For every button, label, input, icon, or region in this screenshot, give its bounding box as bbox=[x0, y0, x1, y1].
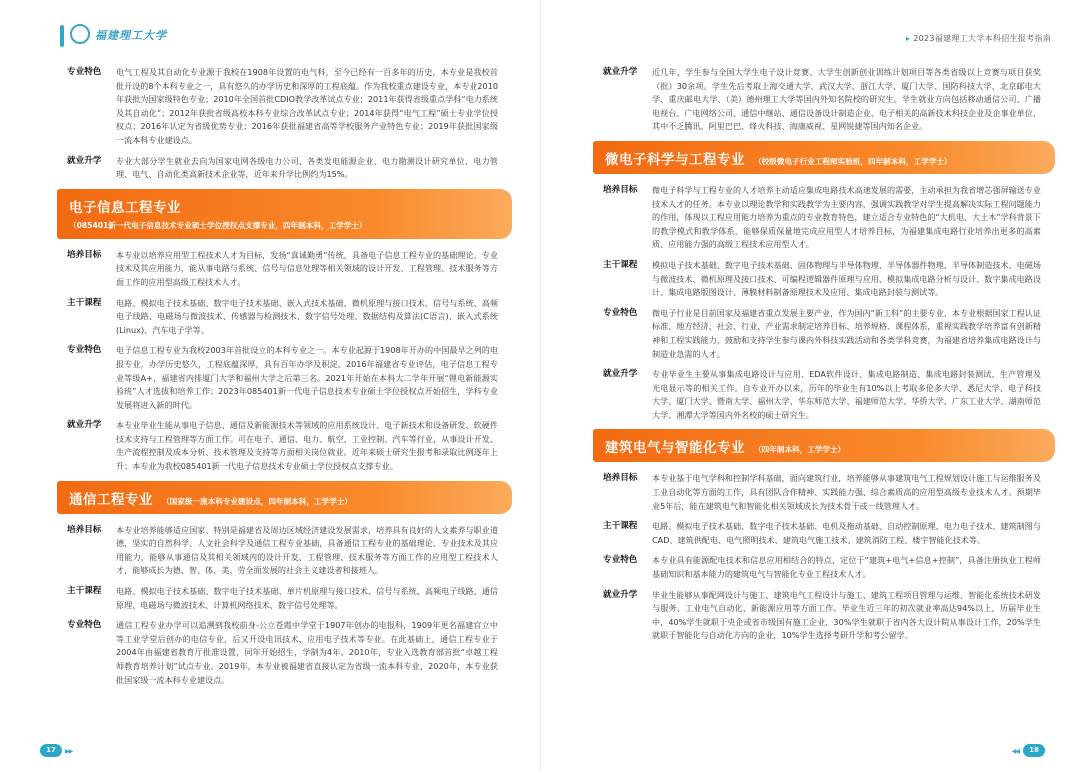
university-seal-icon bbox=[70, 24, 90, 44]
section-title: 建筑电气与智能化专业 bbox=[605, 440, 745, 457]
page-number-left: 17 bbox=[40, 744, 62, 757]
left-content bbox=[67, 66, 498, 694]
info-row bbox=[67, 585, 498, 612]
info-row bbox=[603, 259, 1041, 300]
info-row bbox=[67, 297, 498, 338]
info-row bbox=[67, 155, 498, 182]
row-text: 微电子行业是目前国家及福建省重点发展主要产业，作为国内“新工科”的主要专业，本专业根据国家工程认证标准、地方经济、社会、行业、产业需求制定培养目标、培养规格、课程体系，重视实践教学培养富有创新精神和工程实践能力，鼓励和支持学生参与课内外科技实践活动和各类学科竞赛，为福建省培养集成电路设计与制造业急需的人才。 bbox=[652, 307, 1041, 359]
section-title: 通信工程专业 bbox=[69, 491, 153, 508]
row-text: 本专业基于电气学科和控制学科基础，面向建筑行业，培养能够从事建筑电气工程规划设计施工与运维服务及工业自动化等方面的工作，具有团队合作精神、实践能力强、综合素质高的应用型高级专业技术人才。预期毕业5年后，能在建筑电气和智能化相关领域成长为技术骨干或一线管理人才。 bbox=[652, 473, 1041, 511]
row-label: 专业特色 bbox=[67, 620, 102, 631]
logo-accent-bar bbox=[60, 25, 64, 47]
section-banner-electronic-info bbox=[57, 189, 512, 239]
row-label: 主干课程 bbox=[603, 259, 638, 270]
row-text: 近几年，学生参与全国大学生电子设计竞赛、大学生创新创业训练计划项目等各类省级以上竞赛与项目获奖（批）30余项。学生先后考取上海交通大学、武汉大学、浙江大学、厦门大学、国防科技大学、北京邮电大学、重庆邮电大学、（美）德州理工大学等国内外知名院校的研究生。学生就业方向包括移动通信公司、广播电视台、广电网络公司、通信中继站、通信设备设计制造企业、电子相关的高新技术科技企业及企事业单位，其中不乏腾讯、阿里巴巴、烽火科技、海康威视、星网锐捷等国内知名企业。 bbox=[652, 67, 1041, 132]
row-text: 本专业毕业生能从事电子信息、通信及新能源技术等领域的应用系统设计、电子新技术和设备研发、软硬件技术支持与工程管理等方面工作。可在电子、通信、电力、航空、工业控制、汽车等行业，从事设计开发、生产流程控制及成本分析、技术管理及支持等方面相关岗位就业。近年来硕士研究生报考和录取比例逐年上升；本专业为我校085401新一代电子信息技术专业硕士学位授权点支撑专业。 bbox=[116, 420, 498, 472]
section-banner-microelectronics bbox=[593, 141, 1055, 174]
row-text: 电路、模拟电子技术基础、数字电子技术基础、电机及拖动基础、自动控制原理、电力电子技术、建筑制图与CAD、建筑供配电、电气照明技术、建筑电气施工技术、建筑消防工程、楼宇智能化技术等。 bbox=[652, 521, 1041, 545]
section-subtitle: （四年制本科，工学学士） bbox=[754, 445, 846, 455]
section-title: 微电子科学与工程专业 bbox=[605, 151, 745, 168]
section-title: 电子信息工程专业 bbox=[69, 199, 181, 216]
university-logo-text: 福建理工大学 bbox=[95, 29, 167, 42]
row-text: 电气工程及其自动化专业源于我校在1908年设置的电气科，至今已经有一百多年的历史，本专业是我校首批开设的8个本科专业之一，具有悠久的办学历史和深厚的工程底蕴。作为我校重点建设专业，本专业2010年获批为国家级特色专业；2010年全国首批CDIO教学改革试点专业；2011年获得省级重点学科“电力系统及其自动化”；2012年获批省级高校本科专业综合改革试点专业；2014年获得“电气工程”硕士专业学位授权点；2016年认定为省级优势专业；2016年获批福建省高等学校服务产业特色专业；2019年获批国家级一流本科专业建设点。 bbox=[116, 67, 498, 145]
info-row bbox=[603, 307, 1041, 361]
row-label: 主干课程 bbox=[67, 297, 102, 308]
info-row bbox=[67, 344, 498, 412]
arrows-decoration-icon: ◀◀ bbox=[1011, 748, 1019, 755]
row-label: 就业升学 bbox=[67, 155, 102, 166]
info-row bbox=[67, 619, 498, 687]
row-text: 通信工程专业办学可以追溯到我校前身-公立苍霞中学堂于1907年创办的电报科，1909年更名福建官立中等工业学堂后创办的电信专业，后又开设电讯技术、应用电子技术等专业。在此基础上，通信工程专业于2004年由福建省教育厅批准设置，同年开始招生，学制为4年。2010年，专业入选教育部首批“卓越工程师教育培养计划”试点专业。2019年，本专业被福建省直接认定为省级一流本科专业，2020年，本专业获批国家级一流本科专业建设点。 bbox=[116, 620, 498, 685]
section-subtitle: （085401新一代电子信息技术专业硕士学位授权点支撑专业，四年制本科，工学学士） bbox=[69, 220, 367, 230]
row-text: 电路、模拟电子技术基础、数字电子技术基础、单片机原理与接口技术、信号与系统、高频电子线路、通信原理、电磁场与微波技术、计算机网络技术、数字信号处理等。 bbox=[116, 586, 498, 610]
row-text: 模拟电子技术基础、数字电子技术基础、固体物理与半导体物理、半导体器件物理、半导体制造技术、电磁场与微波技术、微机原理及接口技术、可编程逻辑器件原理与应用、模拟集成电路分析与设计、数字集成电路设计、集成电路版图设计、薄膜材料制备原理技术及应用、集成电路封装与测试等。 bbox=[652, 259, 1041, 298]
section-banner-communication bbox=[57, 481, 512, 514]
info-row bbox=[67, 524, 498, 578]
info-row bbox=[67, 249, 498, 290]
info-row bbox=[67, 66, 498, 148]
info-row bbox=[603, 520, 1041, 547]
row-label: 就业升学 bbox=[67, 420, 102, 431]
row-label: 培养目标 bbox=[603, 184, 638, 195]
info-row bbox=[603, 368, 1041, 422]
section-banner-building-electrical bbox=[593, 429, 1055, 462]
page-number-right: 18 bbox=[1023, 744, 1045, 757]
section-subtitle: （国家级一流本科专业建设点，四年制本科，工学学士） bbox=[162, 496, 352, 506]
info-row bbox=[603, 554, 1041, 581]
row-label: 培养目标 bbox=[603, 473, 638, 484]
row-text: 电子信息工程专业为我校2003年首批设立的本科专业之一。本专业起源于1908年开办的中国最早之列的电报专业，办学历史悠久，工程底蕴深厚，具有百年办学及积淀。2016年福建省专业评估，电子信息工程专业等级A+，福建省内排厦门大学和福州大学之后第三名。2021年开始在本科大二学年开展“锂电新能源实验班”人才选拔和培养工作；2023年085401新一代电子信息技术专业硕士学位授权点开始招生，学科专业发展将进入新的时代。 bbox=[116, 345, 498, 410]
row-text: 毕业生能够从事配网设计与施工、建筑电气工程设计与施工、建筑工程项目管理与运维、智能化系统技术研发与服务、工业电气自动化、新能源应用等方面工作。毕业生近三年的初次就业率高达94%以上，历届毕业生中，40%学生就职于央企或省市级国有施工企业，30%学生就职于省内各大设计院从事设计工作，20%学生就职于智能化与自动化方向的企业，10%学生选择考研升学和考公留学。 bbox=[652, 589, 1041, 641]
row-text: 电路、模拟电子技术基础、数字电子技术基础、嵌入式技术基础、微机原理与接口技术、信号与系统、高频电子线路、电磁场与微波技术、传感器与检测技术、数字信号处理、数据结构及算法(C语言)、嵌入式系统(Linux)、汽车电子学等。 bbox=[116, 297, 498, 335]
arrows-decoration-icon: ▶▶ bbox=[65, 748, 73, 755]
row-text: 本专业培养能够适应国家、特别是福建省及周边区域经济建设发展需求，培养具有良好的人文素养与职业道德，坚实的自然科学、人文社会科学及通信工程专业基础，具备通信工程专业的基础理论、专业技术及其应用能力，能够从事通信及其相关领域内的设计开发、工程管理、技术服务等方面工作的应用型工程技术人才，能够成长为德、智、体、美、劳全面发展的社会主义建设者和接班人。 bbox=[116, 524, 498, 576]
info-row bbox=[603, 589, 1041, 643]
row-text: 本专业具有能源配电技术和信息应用相结合的特点，定位于“建筑+电气+信息+控制”，具备注册执业工程师基础知识和基本能力的建筑电气与智能化专业工程技术人才。 bbox=[652, 555, 1041, 580]
row-label: 培养目标 bbox=[67, 249, 102, 260]
header-title-text: 2023福建理工大学本科招生报考指南 bbox=[913, 34, 1051, 43]
row-text: 专业大部分学生就业去向为国家电网各级电力公司、各类发电能源企业、电力勘测设计研究单位、电力管理、电气、自动化类高新技术企业等，近年来升学比例约为15%。 bbox=[116, 155, 498, 180]
row-label: 专业特色 bbox=[67, 345, 102, 356]
info-row bbox=[603, 472, 1041, 513]
info-row bbox=[603, 184, 1041, 252]
header-title bbox=[906, 33, 1051, 44]
row-label: 就业升学 bbox=[603, 67, 638, 77]
row-label: 主干课程 bbox=[603, 521, 638, 532]
row-label: 专业特色 bbox=[603, 307, 638, 318]
row-label: 专业特色 bbox=[603, 555, 638, 566]
row-label: 就业升学 bbox=[603, 589, 638, 600]
row-label: 培养目标 bbox=[67, 524, 102, 535]
row-text: 专业毕业生主要从事集成电路设计与应用、EDA软件设计、集成电路制造、集成电路封装测试、生产管理及光电显示等的相关工作。自专业开办以来，历年的毕业生有10%以上考取多伦多大学、悉尼大学、电子科技大学、厦门大学、暨南大学、福州大学、华东师范大学、福建师范大学、华侨大学、广东工业大学、湖南师范大学、湘潭大学等国内外名校的硕士研究生。 bbox=[652, 369, 1041, 420]
row-label: 就业升学 bbox=[603, 369, 638, 380]
row-text: 本专业以培养应用型工程技术人才为目标，发扬“真诚勤勇”传统，具备电子信息工程专业的基础理论、专业技术及其应用能力，能从事电路与系统、信号与信息处理等相关领域的设计开发、工程管理、技术服务等方面工作的应用型高级工程技术人才。 bbox=[116, 249, 498, 287]
caret-icon: ▸ bbox=[905, 34, 911, 43]
row-label: 主干课程 bbox=[67, 586, 102, 597]
row-label: 专业特色 bbox=[67, 67, 102, 77]
row-text: 微电子科学与工程专业的人才培养主动适应集成电路技术高速发展的需要，主动承担为我省增芯强屏输送专业技术人才的任务。本专业以理论教学和实践教学为主要内容，强调实践教学对学生提高解决实际工程问题能力的作用，体现以工程应用能力培养为重点的专业教育特色，建立适合专业特色的“大机电、大土木”学科背景下的教学模式和教学体系，能够保质保量地完成应用型人才培养目标，为福建集成电路行业培养出更多的高素质、应用能力强的高级工程技术应用型人才。 bbox=[652, 184, 1041, 250]
right-page bbox=[540, 0, 1080, 771]
info-row bbox=[67, 419, 498, 473]
section-subtitle: （校级微电子行业工程师实验班，四年制本科，工学学士） bbox=[754, 156, 952, 166]
info-row bbox=[603, 66, 1041, 134]
right-content bbox=[603, 66, 1041, 650]
